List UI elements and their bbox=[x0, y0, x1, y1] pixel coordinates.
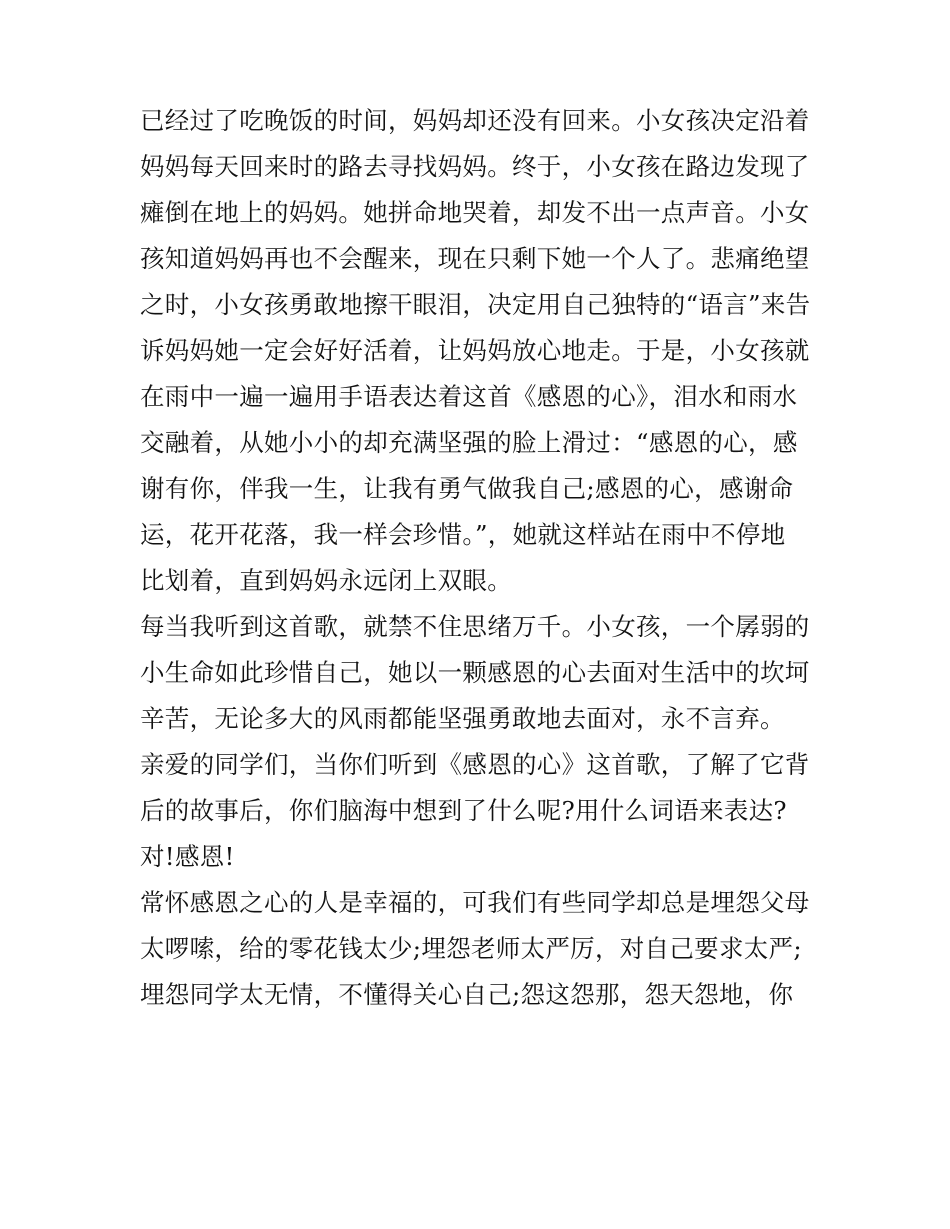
text-line: 辛苦，无论多大的风雨都能坚强勇敢地去面对，永不言弃。 bbox=[140, 704, 785, 733]
text-line: 后的故事后，你们脑海中想到了什么呢?用什么词语来表达? bbox=[140, 796, 787, 825]
text-line: 太啰嗦，给的零花钱太少;埋怨老师太严厉，对自己要求太严; bbox=[140, 934, 802, 963]
text-line: 瘫倒在地上的妈妈。她拼命地哭着，却发不出一点声音。小女 bbox=[140, 198, 810, 227]
text-line: 对!感恩! bbox=[140, 842, 235, 871]
text-line: 常怀感恩之心的人是幸福的，可我们有些同学却总是埋怨父母 bbox=[140, 888, 810, 917]
text-line: 交融着，从她小小的却充满坚强的脸上滑过：“感恩的心，感 bbox=[140, 428, 798, 457]
text-line: 已经过了吃晚饭的时间，妈妈却还没有回来。小女孩决定沿着 bbox=[140, 106, 810, 135]
text-line: 妈妈每天回来时的路去寻找妈妈。终于，小女孩在路边发现了 bbox=[140, 152, 810, 181]
text-line: 亲爱的同学们，当你们听到《感恩的心》这首歌，了解了它背 bbox=[140, 750, 810, 779]
text-line: 小生命如此珍惜自己，她以一颗感恩的心去面对生活中的坎坷 bbox=[140, 658, 810, 687]
text-line: 孩知道妈妈再也不会醒来，现在只剩下她一个人了。悲痛绝望 bbox=[140, 244, 810, 273]
text-line: 比划着，直到妈妈永远闭上双眼。 bbox=[140, 566, 512, 595]
text-line: 之时，小女孩勇敢地擦干眼泪，决定用自己独特的“语言”来告 bbox=[140, 290, 811, 319]
text-line: 埋怨同学太无情，不懂得关心自己;怨这怨那，怨天怨地，你 bbox=[140, 980, 794, 1009]
body-text bbox=[140, 98, 820, 1018]
text-line: 诉妈妈她一定会好好活着，让妈妈放心地走。于是，小女孩就 bbox=[140, 336, 810, 365]
text-line: 在雨中一遍一遍用手语表达着这首《感恩的心》，泪水和雨水 bbox=[140, 382, 798, 411]
text-line: 运，花开花落，我一样会珍惜。”，她就这样站在雨中不停地 bbox=[140, 520, 786, 549]
text-line: 谢有你，伴我一生，让我有勇气做我自己;感恩的心，感谢命 bbox=[140, 474, 794, 503]
text-line: 每当我听到这首歌，就禁不住思绪万千。小女孩，一个孱弱的 bbox=[140, 612, 810, 641]
